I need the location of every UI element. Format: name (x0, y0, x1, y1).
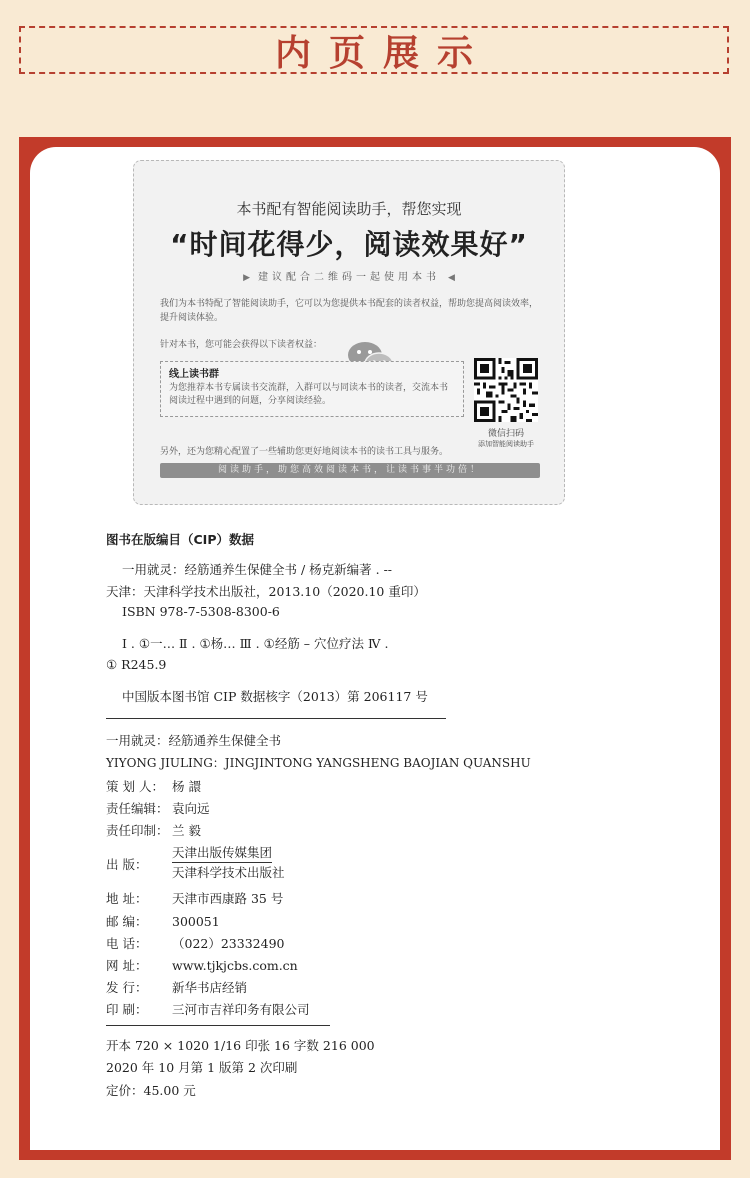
section-banner (19, 26, 729, 74)
info-row (106, 889, 283, 907)
info-label: 网 址： (106, 958, 148, 973)
qr-subcaption: 添加智能阅读助手 (478, 440, 534, 448)
card-benefits-intro: 针对本书，您可能会获得以下读者权益： (160, 340, 323, 350)
card-headline: “时间花得少，阅读效果好” (170, 228, 528, 261)
triangle-right-icon: ▶ (243, 273, 250, 283)
reading-group-box (160, 361, 464, 417)
info-row (106, 956, 298, 974)
cip-line: ① R245.9 (106, 657, 167, 672)
info-label: 地 址： (106, 891, 148, 906)
website-link[interactable]: www.tjkjcbs.com.cn (172, 958, 298, 973)
credit-value: 袁向远 (172, 801, 210, 816)
cip-line: 天津：天津科学技术出版社，2013.10（2020.10 重印） (106, 584, 426, 599)
edition-info: 2020 年 10 月第 1 版第 2 次印刷 (106, 1060, 298, 1075)
info-label: 印 刷： (106, 1002, 148, 1017)
info-value: 三河市吉祥印务有限公司 (172, 1002, 310, 1017)
credit-label: 策 划 人： (106, 779, 164, 794)
info-value: 天津市西康路 35 号 (172, 891, 284, 906)
publisher-block (172, 843, 285, 881)
triangle-left-icon: ◀ (448, 273, 455, 283)
info-value: 300051 (172, 914, 220, 929)
divider (106, 718, 446, 719)
card-subtitle: 本书配有智能阅读助手，帮您实现 (236, 200, 462, 218)
info-label: 邮 编： (106, 914, 148, 929)
group-title: 线上读书群 (169, 369, 219, 380)
cip-line: 中国版本图书馆 CIP 数据核字（2013）第 206117 号 (122, 689, 428, 704)
cip-line: Ⅰ . ①一… Ⅱ . ①杨… Ⅲ . ①经筋 – 穴位疗法 Ⅳ . (122, 636, 389, 651)
credit-row (106, 777, 201, 795)
qr-caption: 微信扫码 (487, 429, 524, 439)
publisher-label: 出 版： (106, 857, 148, 872)
book-title: 一用就灵：经筋通养生保健全书 (106, 733, 282, 748)
card-hint (134, 268, 564, 283)
card-footer-bar: 阅读助手，助您高效阅读本书，让读书事半功倍！ (160, 463, 540, 478)
info-value: （022）23332490 (172, 936, 285, 951)
info-row (106, 978, 247, 996)
book-page (30, 147, 720, 1150)
info-value: 新华书店经销 (172, 980, 248, 995)
info-label: 发 行： (106, 980, 148, 995)
book-title-pinyin: YIYONG JIULING：JINGJINTONG YANGSHENG BAOJIAN QUANSHU (106, 756, 531, 770)
divider (106, 1025, 330, 1026)
credit-value: 杨 譞 (172, 779, 201, 794)
cip-line: ISBN 978-7-5308-8300-6 (122, 604, 280, 619)
credit-label: 责任印制： (106, 823, 169, 838)
price: 定价：45.00 元 (106, 1083, 196, 1098)
info-row (106, 912, 220, 930)
card-extra: 另外，还为您精心配置了一些辅助您更好地阅读本书的读书工具与服务。 (160, 447, 449, 457)
info-label: 电 话： (106, 936, 148, 951)
info-row (106, 1000, 310, 1018)
card-intro: 我们为本书特配了智能阅读助手，它可以为您提供本书配套的读者权益，帮助您提高阅读效率，提升阅读体验。 (160, 299, 539, 323)
qr-code[interactable] (474, 358, 538, 422)
reading-assistant-card (133, 160, 565, 505)
page-frame (19, 137, 731, 1160)
info-row (106, 934, 284, 952)
credit-row (106, 799, 210, 817)
format-spec: 开本 720 × 1020 1/16 印张 16 字数 216 000 (106, 1038, 375, 1053)
credit-label: 责任编辑： (106, 801, 169, 816)
publisher-name: 天津科学技术出版社 (172, 865, 285, 880)
group-description: 为您推荐本书专属读书交流群，入群可以与同读本书的读者，交流本书阅读过程中遇到的问题，分享阅读经验。 (169, 383, 449, 406)
credit-value: 兰 毅 (172, 823, 201, 838)
card-hint-text: 建议配合二维码一起使用本书 (258, 272, 440, 283)
cip-heading: 图书在版编目（CIP）数据 (106, 532, 254, 547)
banner-title: 内页展示 (274, 31, 491, 74)
cip-line: 一用就灵：经筋通养生保健全书 / 杨克新编著 . -- (122, 562, 393, 577)
credit-row (106, 821, 201, 839)
publisher-group: 天津出版传媒集团 (172, 843, 272, 863)
